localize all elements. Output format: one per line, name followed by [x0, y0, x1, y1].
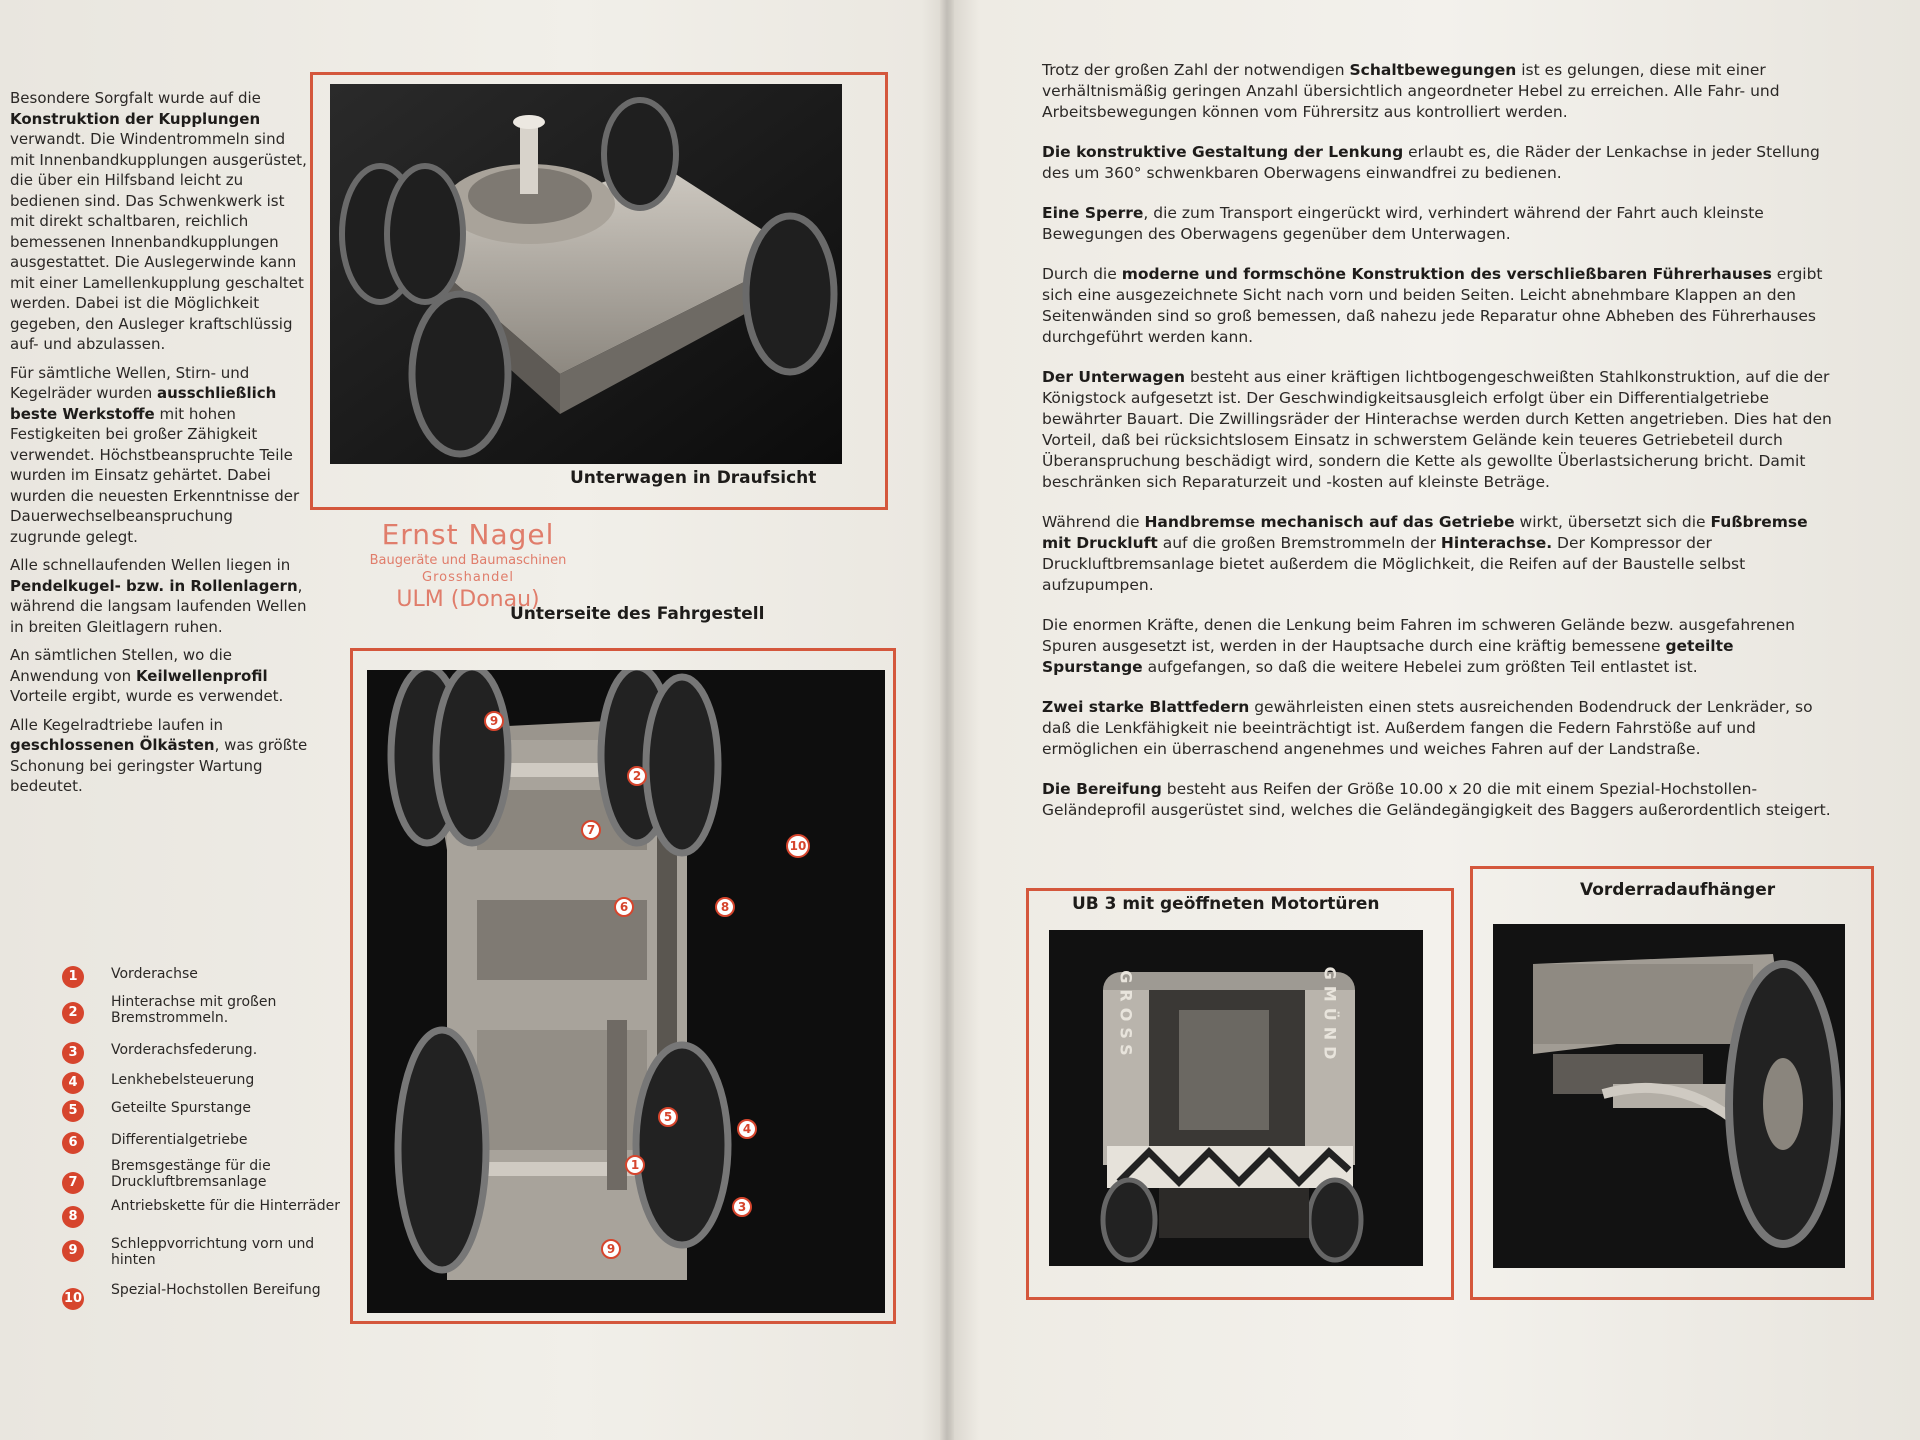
chassis-part-marker-8 — [716, 898, 734, 916]
chassis-part-marker-1 — [626, 1156, 644, 1174]
chassis-part-marker-4 — [738, 1120, 756, 1138]
svg-text:9: 9 — [606, 1242, 616, 1256]
chassis-underside-illustration — [367, 670, 885, 1313]
right-paragraph-7: Die enormen Kräfte, denen die Lenkung beim Fahren im schweren Gelände bezw. ausgefahrenen Spuren ausgesetzt ist, werden in der Hauptsache durch eine kräftig bemessene geteilte Spurstange aufgefangen, so daß die weitere Hebelei zum größten Teil entlastet ist. — [1042, 616, 1795, 676]
page-gutter — [940, 0, 954, 1440]
right-paragraph-1: Trotz der großen Zahl der notwendigen Schaltbewegungen ist es gelungen, diese mit einer verhältnismäßig geringen Anzahl übersichtlich angeordneter Hebel zu erreichen. Alle Fahr- und Arbeitsbewegungen können vom Führersitz aus kontrolliert werden. — [1042, 61, 1780, 121]
undercarriage-top-illustration — [330, 84, 842, 464]
legend-text: Lenkhebelsteuerung — [111, 1072, 255, 1088]
legend-text: Differentialgetriebe — [111, 1132, 248, 1148]
legend-number: 2 — [62, 1002, 84, 1024]
stamp-line-1: Baugeräte und Baumaschinen — [369, 553, 567, 568]
left-page — [0, 0, 940, 1440]
legend-text: Schleppvorrichtung vorn und hinten — [111, 1236, 315, 1268]
legend-text: Antriebskette für die Hinterräder — [111, 1198, 340, 1214]
undercarriage-top-photo — [330, 84, 842, 464]
right-paragraph-3: Eine Sperre, die zum Transport eingerückt wird, verhindert während der Fahrt auch kleinste Bewegungen des Oberwagens gegenüber dem Unterwagen. — [1042, 204, 1764, 243]
svg-text:10: 10 — [789, 839, 807, 853]
legend-number: 7 — [62, 1172, 84, 1194]
legend-text: Spezial-Hochstollen Bereifung — [111, 1282, 321, 1298]
left-paragraph-5: Alle Kegelradtriebe laufen in geschlossenen Ölkästen, was größte Schonung bei geringster Wartung bedeutet. — [10, 715, 308, 795]
right-paragraph-6: Während die Handbremse mechanisch auf das Getriebe wirkt, übersetzt sich die Fußbremse mit Druckluft auf die großen Bremstrommeln der Hinterachse. Der Kompressor der Druckluftbremsanlage bietet außerdem die Möglichkeit, die Reifen auf der Baustelle selbst aufzupumpen. — [1042, 513, 1808, 594]
stamp-city: ULM (Donau) — [396, 587, 540, 612]
legend-number: 9 — [62, 1240, 84, 1262]
right-paragraph-9: Die Bereifung besteht aus Reifen der Größe 10.00 x 20 die mit einem Spezial-Hochstollen-Geländeprofil ausgerüstet sind, welches die Geländegängigkeit des Baggers außerordentlich steigert. — [1042, 780, 1831, 819]
svg-text:6: 6 — [619, 900, 629, 914]
dealer-stamp — [338, 518, 598, 614]
door-right-lettering: GMÜND — [1320, 966, 1340, 1066]
door-left-lettering: GROSS — [1116, 970, 1136, 1062]
right-paragraph-2: Die konstruktive Gestaltung der Lenkung erlaubt es, die Räder der Lenkachse in jeder Stellung des um 360° schwenkbaren Oberwagens einwandfrei zu bedienen. — [1042, 143, 1820, 182]
front-suspension-illustration — [1493, 924, 1845, 1268]
legend-text: Geteilte Spurstange — [111, 1100, 252, 1116]
chassis-part-marker-5 — [659, 1108, 677, 1126]
legend-text: Vorderachsfederung. — [111, 1042, 258, 1058]
ub3-open-doors-photo — [1049, 930, 1423, 1266]
chassis-part-marker-10 — [787, 835, 809, 857]
ub3-photo-caption: UB 3 mit geöffneten Motortüren — [1072, 894, 1380, 914]
legend-number: 8 — [62, 1206, 84, 1228]
legend-number: 5 — [62, 1100, 84, 1122]
legend-number: 3 — [62, 1042, 84, 1064]
right-paragraph-4: Durch die moderne und formschöne Konstruktion des verschließbaren Führerhauses ergibt sich eine ausgezeichnete Sicht nach vorn und beiden Seiten. Leicht abnehmbare Klappen an den Seitenwänden sind so groß bemessen, daß nahezu jede Reparatur ohne Abheben des Führerhauses durchgeführt werden kann. — [1042, 265, 1823, 346]
legend-number: 6 — [62, 1132, 84, 1154]
left-paragraph-2: Für sämtliche Wellen, Stirn- und Kegelräder wurden ausschließlich beste Werkstoffe mit hohen Festigkeiten bei großer Zähigkeit verwendet. Höchstbeanspruchte Teile wurden im Einsatz gehärtet. Dabei wurden die neuesten Erkenntnisse der Dauerwechselbeanspruchung zugrunde gelegt. — [10, 363, 300, 546]
left-paragraph-4: An sämtlichen Stellen, wo die Anwendung von Keilwellenprofil Vorteile ergibt, wurde es verwendet. — [10, 646, 284, 705]
chassis-underside-photo — [367, 670, 885, 1313]
svg-text:5: 5 — [663, 1110, 673, 1124]
svg-text:1: 1 — [630, 1158, 640, 1172]
svg-text:3: 3 — [737, 1200, 747, 1214]
legend-number: 4 — [62, 1072, 84, 1094]
top-photo-caption: Unterwagen in Draufsicht — [570, 468, 817, 488]
legend-number: 10 — [62, 1288, 84, 1310]
legend-text: Hinterachse mit großen Bremstrommeln. — [111, 994, 277, 1026]
ub3-open-doors-illustration — [1049, 930, 1423, 1266]
legend-number: 1 — [62, 966, 84, 988]
right-paragraph-5: Der Unterwagen besteht aus einer kräftigen lichtbogengeschweißten Stahlkonstruktion, auf die der Königstock aufgesetzt ist. Der Geschwindigkeitsausgleich erfolgt über ein Differentialgetriebe bewährter Bauart. Die Zwillingsräder der Hinterachse werden durch Ketten angetrieben. Dies hat den Vorteil, daß bei rücksichtslosem Einsatz in schwerstem Gelände kein teueres Getriebeteil durch Überanspruchung beschädigt wird, sondern die Kette als gewollte Überlastsicherung bricht. Damit beschränken sich Reparaturzeit und -kosten auf kleinste Beträge. — [1042, 368, 1832, 491]
legend-text: Bremsgestänge für die Druckluftbremsanlage — [111, 1158, 271, 1190]
svg-text:2: 2 — [632, 769, 642, 783]
svg-text:9: 9 — [489, 714, 499, 728]
svg-text:8: 8 — [720, 900, 730, 914]
chassis-part-marker-6 — [615, 898, 633, 916]
right-paragraph-8: Zwei starke Blattfedern gewährleisten einen stets ausreichenden Bodendruck der Lenkräder, so daß die Lenkfähigkeit nie beeinträchtigt ist. Außerdem fangen die Federn Fahrstöße auf und ermöglichen ein überraschend angenehmes und weiches Fahren auf der Landstraße. — [1042, 698, 1813, 758]
chassis-part-marker-9-bottom — [602, 1240, 620, 1258]
legend-text: Vorderachse — [111, 966, 198, 982]
right-text-column — [1042, 60, 1832, 840]
left-paragraph-1: Besondere Sorgfalt wurde auf die Konstruktion der Kupplungen verwandt. Die Windentrommeln sind mit Innenbandkupplungen ausgerüstet, die über ein Hilfsband leicht zu bedienen sind. Das Schwenkwerk ist mit direkt schaltbaren, reichlich bemessenen Innenbandkupplungen ausgestattet. Die Auslegerwinde kann mit einer Lamellenkupplung geschaltet werden. Dabei ist die Möglichkeit gegeben, den Ausleger kraftschlüssig auf- und abzulassen. — [10, 89, 307, 353]
left-paragraph-3: Alle schnellaufenden Wellen liegen in Pendelkugel- bzw. in Rollenlagern, während die langsam laufenden Wellen in breiten Gleitlagern ruhen. — [10, 556, 307, 636]
stamp-name: Ernst Nagel — [381, 518, 555, 551]
chassis-part-marker-9-top — [485, 712, 503, 730]
svg-text:4: 4 — [742, 1122, 752, 1136]
stamp-line-2: Grosshandel — [422, 570, 514, 585]
front-suspension-photo-caption: Vorderradaufhänger — [1580, 880, 1776, 900]
left-text-column — [10, 88, 308, 805]
bottom-photo-caption: Unterseite des Fahrgestell — [510, 604, 765, 624]
chassis-part-marker-3 — [733, 1198, 751, 1216]
svg-text:7: 7 — [586, 823, 596, 837]
front-suspension-photo — [1493, 924, 1845, 1268]
chassis-part-marker-2 — [628, 767, 646, 785]
chassis-part-marker-7 — [582, 821, 600, 839]
